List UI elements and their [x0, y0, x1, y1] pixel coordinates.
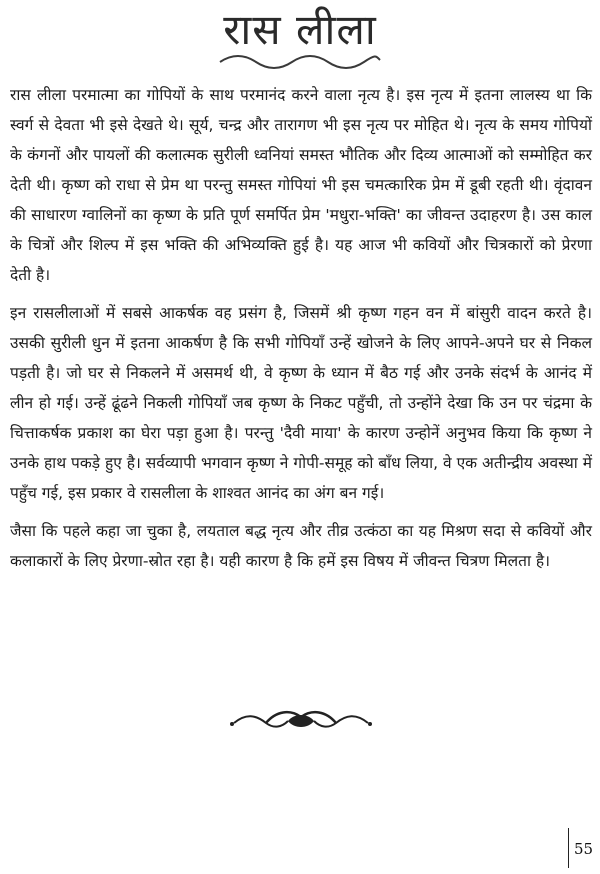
ornament-divider-icon — [226, 707, 376, 737]
page-number: 55 — [574, 840, 594, 858]
paragraph-1: रास लीला परमात्मा का गोपियों के साथ परमानंद करने वाला नृत्य है। इस नृत्य में इतना लालस्य था कि स्वर्ग से देवता भी इसे देखते थे। सूर्य, चन्द्र और तारागण भी इस नृत्य पर मोहित थे। नृत्य के समय गोपियों के कंगनों और पायलों की कलात्मक सुरीली ध्वनियां समस्त भौतिक और दिव्य आत्माओं को सम्मोहित कर देती थी। कृष्ण को राधा से प्रेम था परन्तु समस्त गोपियां भी इस चमत्कारिक प्रेम में डूबी रहती थी। वृंदावन की साधारण ग्वालिनों का कृष्ण के प्रति पूर्ण समर्पित प्रेम 'मधुरा-भक्ति' का जीवन्त उदाहरण है। उस काल के चित्रों और शिल्प में इस भक्ति की अभिव्यक्ति हुई है। यह आज भी कवियों और चित्रकारों को प्रेरणा देती है। — [10, 86, 592, 284]
title-block — [0, 6, 600, 54]
paragraph-3: जैसा कि पहले कहा जा चुका है, लयताल बद्ध नृत्य और तीव्र उत्कंठा का यह मिश्रण सदा से कवियों और कलाकारों के लिए प्रेरणा-स्रोत रहा है। यही कारण है कि हमें इस विषय में जीवन्त चित्रण मिलता है। — [10, 522, 592, 570]
wave-flourish-icon — [218, 52, 382, 70]
page-title: रास लीला — [223, 5, 377, 54]
article-body — [10, 80, 592, 576]
paragraph-2: इन रासलीलाओं में सबसे आकर्षक वह प्रसंग है, जिसमें श्री कृष्ण गहन वन में बांसुरी वादन करते है। उसकी सुरीली धुन में इतना आकर्षण है कि सभी गोपियाँ उन्हें खोजने के लिए आपने-अपने घर से निकल पड़ती है। जो घर से निकलने में असमर्थ थी, वे कृष्ण के ध्यान में बैठ गई और उनके संदर्भ के आनंद में लीन हो गई। उन्हें ढूंढने निकली गोपियाँ जब कृष्ण के निकट पहुँची, तो उन्होंने देखा कि उन पर चंद्रमा के चित्ताकर्षक प्रकाश का घेरा पड़ा हुआ है। परन्तु 'दैवी माया' के कारण उन्होनें अनुभव किया कि कृष्ण ने उनके हाथ पकड़े हुए है। सर्वव्यापी भगवान कृष्ण ने गोपी-समूह को बाँध लिया, वे एक अतीन्द्रीय अवस्था में पहुँच गई, इस प्रकार वे रासलीला के शाश्वत आनंद का अंग बन गई। — [10, 304, 592, 502]
footer-divider — [568, 828, 569, 868]
